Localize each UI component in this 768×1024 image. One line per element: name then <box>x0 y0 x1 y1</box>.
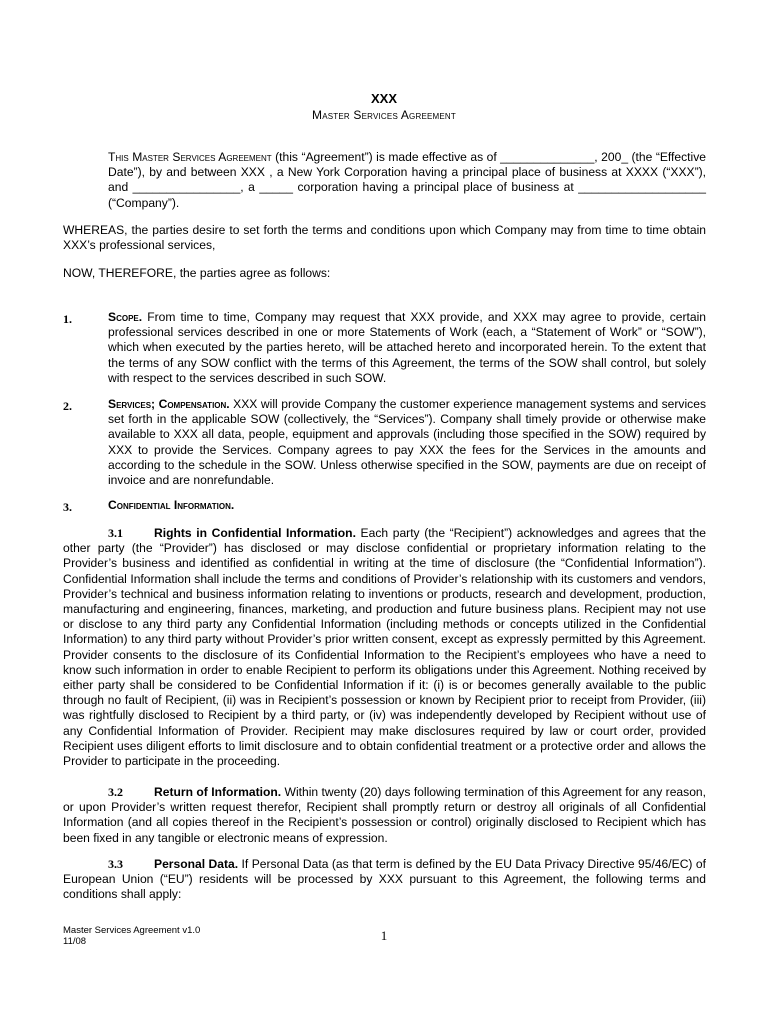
section-3-2-heading: Return of Information. <box>154 785 282 799</box>
section-1-body <box>108 310 706 386</box>
document-subtitle: Master Services Agreement <box>312 108 456 122</box>
section-3-1-paragraph <box>63 526 706 769</box>
footer-date: 11/08 <box>63 936 87 947</box>
section-3-heading: Confidential Information. <box>108 498 235 512</box>
section-1-heading: Scope. <box>108 310 143 324</box>
section-3-1-text: Each party (the “Recipient”) acknowledges and agrees that the other party (the “Provider”) has disclosed or may disclose confidential or proprietary information relating to the Provider’s business and identified as confidential in writing at the time of disclosure (the “Confidential Information”). Confidential Information shall include the terms and conditions of Provider’s relationship with its customers and vendors, Provider’s technical and business information relating to inventions or products, research and development, production, manufacturing and engineering, finances, marketing, and production and future business plans. Recipient may not use or disclose to any third party any Confidential Information (including methods or concepts utilized in the Confidential Information) to any third party without Provider’s prior written consent, except as expressly permitted by this Agreement. Provider consents to the disclosure of its Confidential Information to the Recipient’s employees who have a need to know such information in order to enable Recipient to perform its obligations under this Agreement. Nothing received by either party shall be considered to be Confidential Information if it: (i) is or becomes generally available to the public through no fault of Recipient, (ii) was in Recipient’s possession or known by Recipient prior to receipt from Provider, (iii) was rightfully disclosed to Recipient by a third party, or (iv) was independently developed by Recipient without use of any Confidential Information of Provider. Recipient may make disclosures required by law or court order, provided Recipient uses diligent efforts to limit disclosure and to obtain confidential treatment or a protective order and allows the Provider to participate in the proceeding. <box>63 526 706 769</box>
whereas-paragraph: WHEREAS, the parties desire to set forth the terms and conditions upon which Company may from time to time obtain XXX’s professional services, <box>63 223 706 253</box>
section-3-3-paragraph <box>63 857 706 903</box>
section-3-1-heading: Rights in Confidential Information. <box>154 526 356 540</box>
section-3-2-paragraph <box>63 785 706 846</box>
therefore-paragraph: NOW, THEREFORE, the parties agree as follows: <box>63 266 331 280</box>
preamble-lead: This Master Services Agreement <box>108 150 272 164</box>
section-3-3-number: 3.3 <box>108 857 123 871</box>
section-3-body <box>108 498 706 513</box>
section-3-2-number: 3.2 <box>108 785 123 799</box>
section-2-heading: Services; Compensation. <box>108 397 230 411</box>
section-3-number: 3. <box>63 500 72 514</box>
section-2-body <box>108 397 706 488</box>
footer-doc-name: Master Services Agreement v1.0 <box>63 925 201 936</box>
section-2-text: XXX will provide Company the customer experience management systems and services set forth in the applicable SOW (collectively, the “Services”). Company shall timely provide or otherwise make available to XXX all data, people, equipment and approvals (including those specified in the SOW) required by XXX to provide the Services. Company agrees to pay XXX the fees for the Services in the amounts and according to the schedule in the SOW. Unless otherwise specified in the SOW, payments are due on receipt of invoice and are nonrefundable. <box>108 397 706 488</box>
section-2-number: 2. <box>63 399 72 413</box>
section-3-1-number: 3.1 <box>108 526 123 540</box>
page-number: 1 <box>380 928 388 943</box>
section-1-number: 1. <box>63 312 72 326</box>
section-3-3-heading: Personal Data. <box>154 857 239 871</box>
section-3-2-text: Within twenty (20) days following termination of this Agreement for any reason, or upon Provider’s written request therefor, Recipient shall promptly return or destroy all originals of all Confidential Information (and all copies thereof in the Recipient’s possession or control) originally disclosed to Recipient which has been fixed in any tangible or electronic means of expression. <box>63 785 707 845</box>
section-1-text: From time to time, Company may request that XXX provide, and XXX may agree to provide, certain professional services described in one or more Statements of Work (each, a “Statement of Work” or “SOW”), which when executed by the parties hereto, will be attached hereto and incorporated herein. To the extent that the terms of any SOW conflict with the terms of this Agreement, the terms of the SOW shall control, but solely with respect to the services described in such SOW. <box>108 310 706 385</box>
document-title: XXX <box>370 91 397 106</box>
section-3-3-text: If Personal Data (as that term is defined by the EU Data Privacy Directive 95/46/EC) of European Union (“EU”) residents will be processed by XXX pursuant to this Agreement, the following terms and conditions shall apply: <box>63 857 706 902</box>
preamble-text: (this “Agreement”) is made effective as of ______________, 200_ (the “Effective Date”), by and between XXX , a New York Corporation having a principal place of business at XXXX (“XXX”), and ________________, a _____ corporation having a principal place of business at ___________________ (“Company”). <box>108 150 707 210</box>
preamble-paragraph <box>108 150 706 211</box>
